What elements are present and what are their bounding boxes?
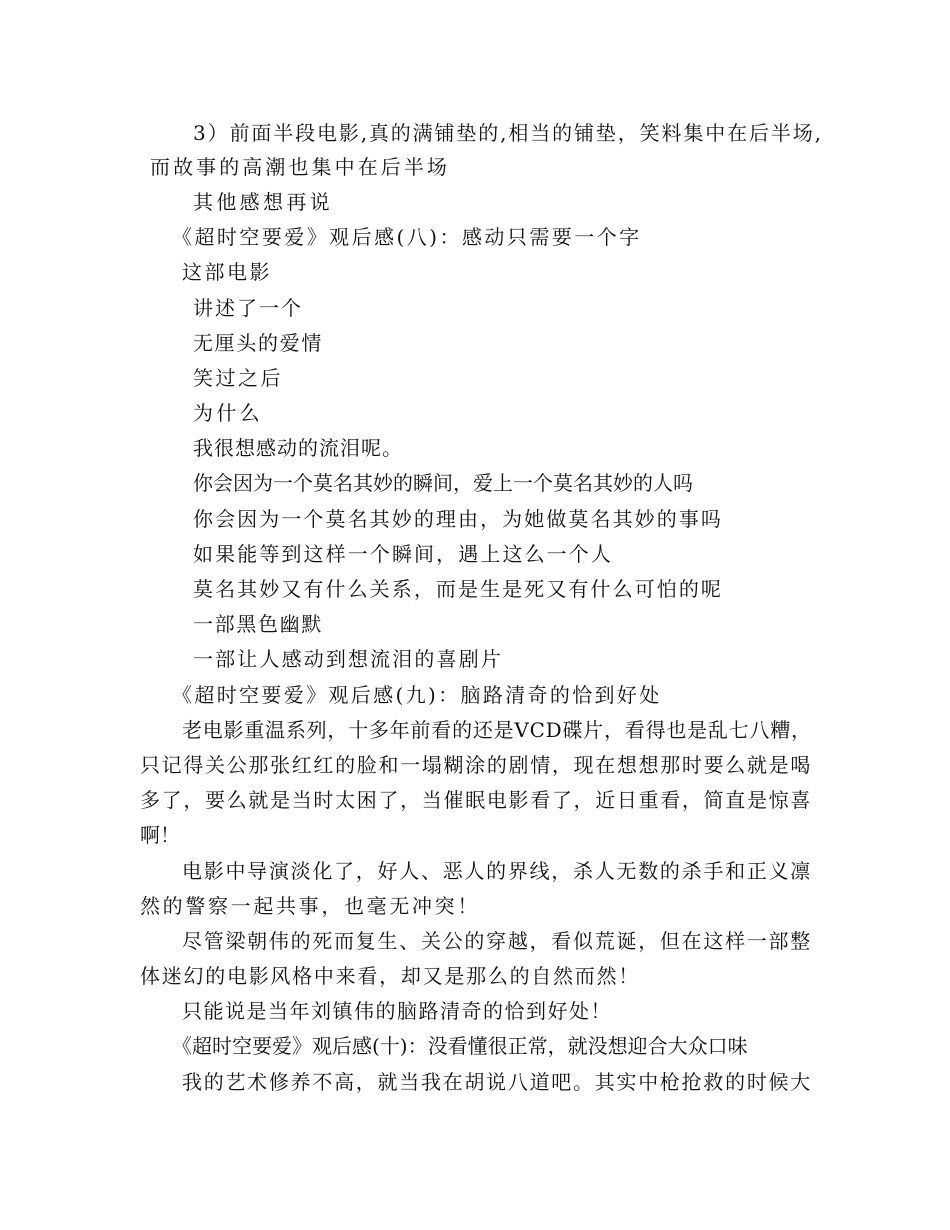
section-heading: 《超时空要爱》观后感(十)：没看懂很正常，就没想迎合大众口味: [172, 1034, 748, 1058]
text-line: 莫名其妙又有什么关系，而是生是死又有什么可怕的呢: [193, 577, 723, 601]
text-line: 其他感想再说: [193, 190, 333, 214]
text-line: 老电影重温系列，十多年前看的还是VCD碟片，看得也是乱七八糟，: [182, 718, 812, 742]
text-line: 为什么: [193, 401, 263, 425]
text-line: 你会因为一个莫名其妙的瞬间，爱上一个莫名其妙的人吗: [193, 471, 693, 495]
text-line: 多了，要么就是当时太困了，当催眠电影看了，近日重看，简直是惊喜: [140, 788, 812, 812]
text-line: 体迷幻的电影风格中来看，却又是那么的自然而然！: [140, 964, 640, 988]
text-line: 我很想感动的流泪呢。: [193, 436, 403, 460]
text-line: 讲述了一个: [193, 296, 303, 320]
text-line: 我的艺术修养不高，就当我在胡说八道吧。其实中枪抢救的时候大: [182, 1070, 812, 1094]
text-line: 电影中导演淡化了，好人、恶人的界线，杀人无数的杀手和正义凛: [182, 859, 812, 883]
text-line: 尽管梁朝伟的死而复生、关公的穿越，看似荒诞，但在这样一部整: [182, 929, 812, 953]
text-line: 如果能等到这样一个瞬间，遇上这么一个人: [193, 542, 613, 566]
text-line: 无厘头的爱情: [193, 331, 323, 355]
text-line: 这部电影: [182, 260, 272, 284]
text-line: 然的警察一起共事，也毫无冲突！: [140, 894, 480, 918]
text-line: 而故事的高潮也集中在后半场: [150, 155, 450, 179]
text-line: 3）前面半段电影,真的满铺垫的,相当的铺垫，笑料集中在后半场,: [193, 121, 823, 145]
text-line: 一部让人感动到想流泪的喜剧片: [193, 647, 503, 671]
text-line: 你会因为一个莫名其妙的理由，为她做莫名其妙的事吗: [193, 507, 723, 531]
text-line: 只能说是当年刘镇伟的脑路清奇的恰到好处！: [182, 999, 612, 1023]
text-line: 啊！: [140, 823, 180, 847]
section-heading: 《超时空要爱》观后感(九)：脑路清奇的恰到好处: [172, 683, 662, 707]
text-line: 只记得关公那张红红的脸和一塌糊涂的剧情，现在想想那时要么就是喝: [140, 753, 812, 777]
text-line: 笑过之后: [193, 366, 283, 390]
section-heading: 《超时空要爱》观后感(八)：感动只需要一个字: [172, 225, 642, 249]
text-line: 一部黑色幽默: [193, 612, 323, 636]
